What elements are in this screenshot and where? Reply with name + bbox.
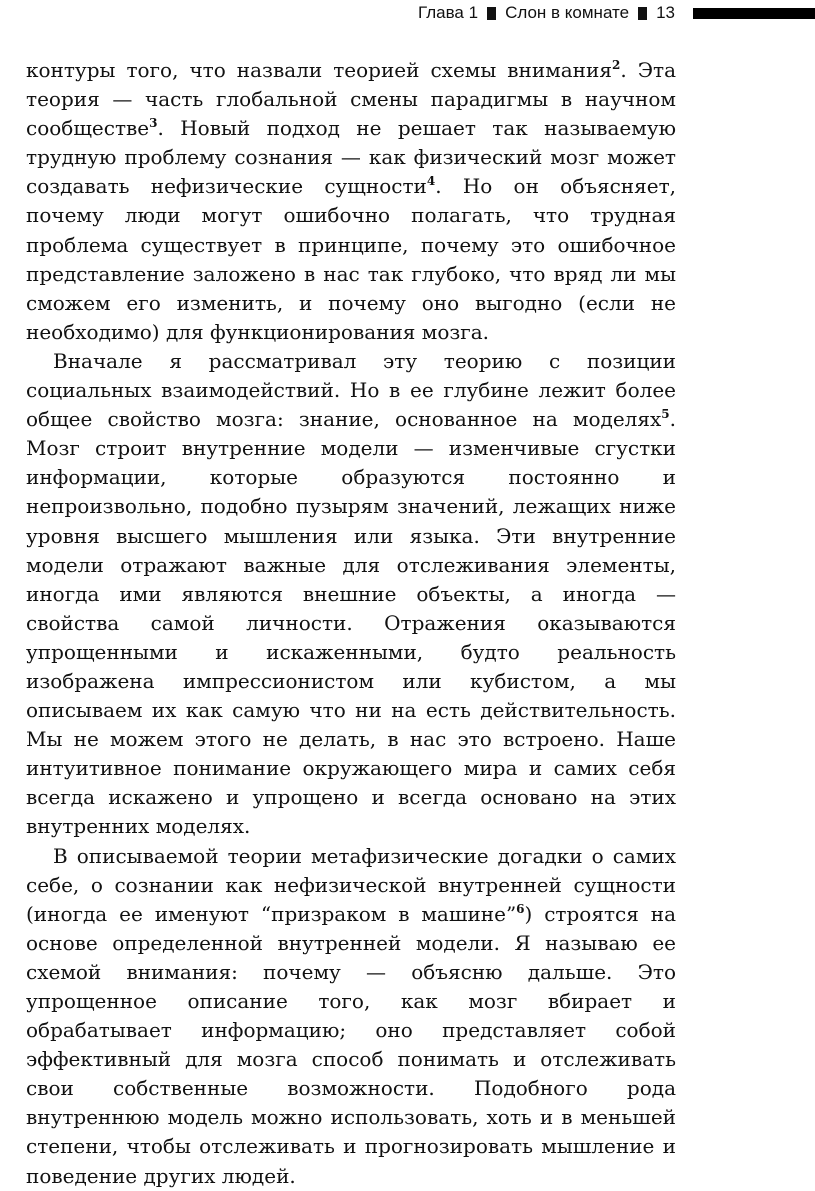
footnote-ref-3[interactable]: 3 — [149, 116, 158, 131]
footnote-ref-5[interactable]: 5 — [661, 407, 670, 422]
footnote-ref-6[interactable]: 6 — [516, 901, 525, 916]
header-text — [418, 3, 675, 23]
header-decorative-bar — [693, 8, 815, 19]
page-number: 13 — [656, 3, 675, 22]
paragraph-3: В описываемой теории метафизические догадки о самих себе, о сознании как нефизической внутренней сущности (иногда ее именуют “призраком в машине”$^6$) строятся на основе определенной внутренней модели. Я называю ее схемой внимания: почему — объясню дальше. Это упрощенное описание того, как мозг вбирает и обрабатывает информацию; оно представляет собой эффективный для мозга способ понимать и отслеживать свои собственные возможности. Подобного рода внутреннюю модель можно использовать, хоть и в меньшей степени, чтобы отслеживать и прогнозировать мышление и поведение других людей. — [26, 843, 676, 1188]
header-separator — [638, 7, 647, 20]
chapter-title: Слон в комнате — [505, 3, 630, 22]
footnote-ref-4[interactable]: 4 — [426, 174, 436, 189]
chapter-label: Глава 1 — [417, 3, 479, 22]
header-separator — [487, 7, 496, 20]
running-header — [0, 0, 815, 26]
paragraph-2: Вначале я рассматривал эту теорию с позиции социальных взаимодействий. Но в ее глубине лежит более общее свойство мозга: знание, основанное на моделях$^5$. Мозг строит внутренние модели — изменчивые сгустки информации, которые образуются постоянно и непроизвольно, подобно пузырям значений, лежащих ниже уровня высшего мышления или языка. Эти внутренние модели отражают важные для отслеживания элементы, иногда ими являются внешние объекты, а иногда — свойства самой личности. Отражения оказываются упрощенными и искаженными, будто реальность изображена импрессионистом или кубистом, а мы описываем их как самую что ни на есть действительность. Мы не можем этого не делать, в нас это встроено. Наше интуитивное понимание окружающего мира и самих себя всегда искажено и упрощено и всегда основано на этих внутренних моделях. — [26, 348, 676, 839]
paragraph-1: контуры того, что назвали теорией схемы внимания$^2$. Эта теория — часть глобальной смены парадигмы в научном сообществе$^3$. Новый подход не решает так называемую трудную проблему сознания — как физический мозг может создавать нефизические сущности$^4$. Но он объясняет, почему люди могут ошибочно полагать, что трудная проблема существует в принципе, почему это ошибочное представление заложено в нас так глубоко, что вряд ли мы сможем его изменить, и почему оно выгодно (если не необходимо) для функционирования мозга. — [26, 58, 676, 344]
body-text — [26, 56, 676, 1191]
footnote-ref-2[interactable]: 2 — [611, 58, 621, 72]
